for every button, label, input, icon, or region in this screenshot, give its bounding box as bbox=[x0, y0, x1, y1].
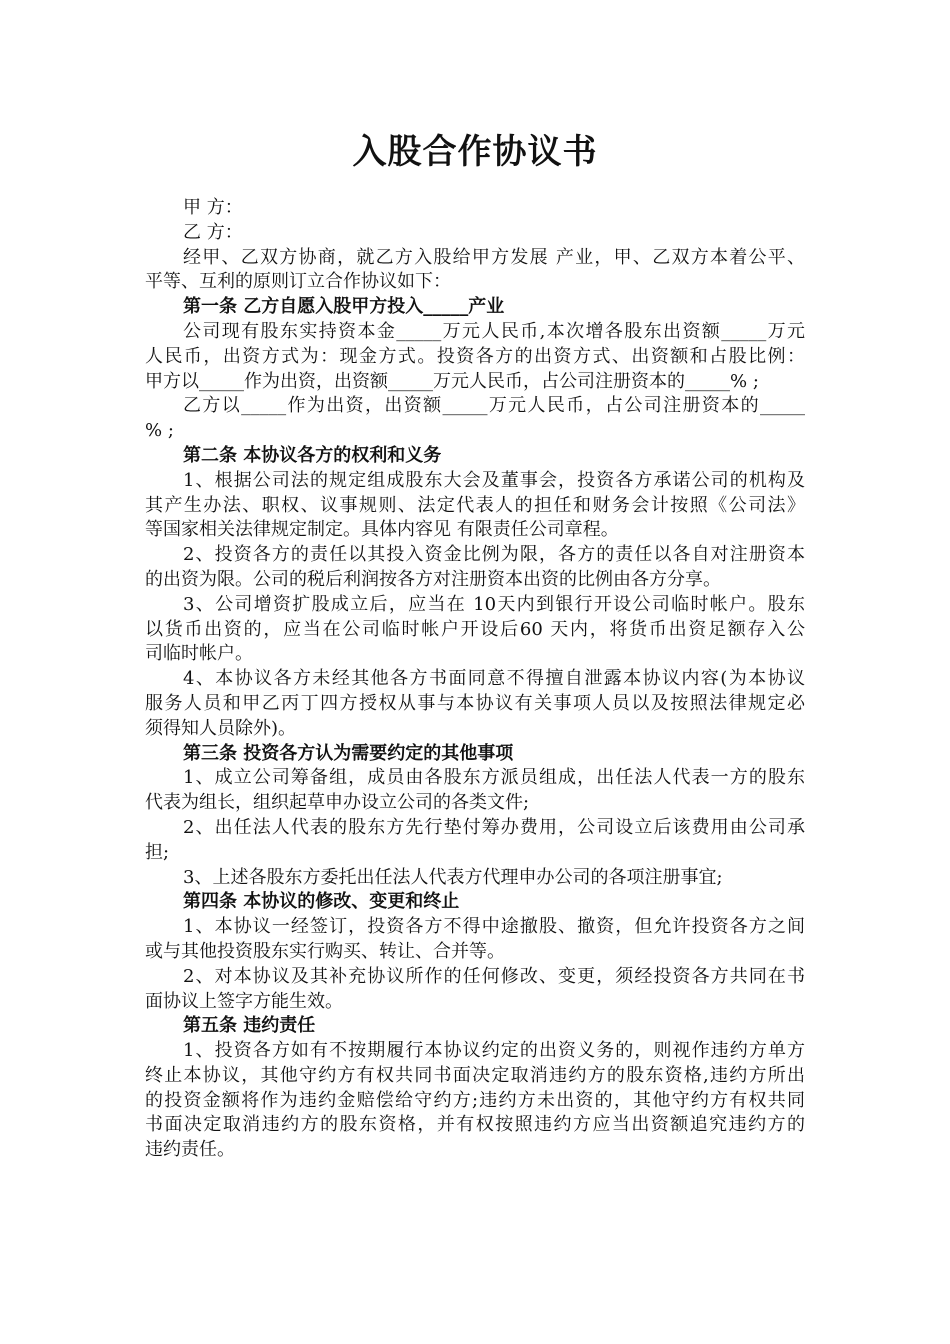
text-line: 甲 方： bbox=[183, 197, 243, 218]
heading-text: 第二条 本协议各方的权利和义务 bbox=[183, 444, 442, 466]
heading-text: 第五条 违约责任 bbox=[183, 1015, 316, 1037]
text-line: 终止本协议，其他守约方有权共同书面决定取消违约方的股东资格,违约方所出 bbox=[145, 1064, 805, 1086]
article-3-heading bbox=[145, 742, 805, 767]
text-line: 违约责任。 bbox=[145, 1139, 235, 1161]
text-line: 担; bbox=[145, 841, 170, 863]
text-line: 以货币出资的，应当在公司临时帐户开设后60 天内，将货币出资足额存入公 bbox=[145, 618, 805, 640]
article-4-clause-2 bbox=[145, 965, 805, 1015]
text-line: 人民币，出资方式为：现金方式。投资各方的出资方式、出资额和占股比例： bbox=[145, 345, 805, 367]
article-2-clause-2 bbox=[145, 543, 805, 593]
article-2-heading bbox=[145, 444, 805, 469]
text-line: 须得知人员除外)。 bbox=[145, 717, 297, 739]
text-line: 2、出任法人代表的股东方先行垫付筹办费用，公司设立后该费用由公司承 bbox=[183, 816, 805, 838]
text-line: 书面决定取消违约方的股东资格，并有权按照违约方应当出资额追究违约方的 bbox=[145, 1114, 805, 1136]
text-line: 公司现有股东实持资本金_____万元人民币,本次增各股东出资额_____万元 bbox=[183, 320, 805, 342]
article-3-clause-2 bbox=[145, 816, 805, 866]
text-line: 经甲、乙双方协商，就乙方入股给甲方发展 产业，甲、乙双方本着公平、 bbox=[183, 246, 805, 268]
document-body bbox=[145, 196, 805, 1163]
text-line: 1、成立公司筹备组，成员由各股东方派员组成，出任法人代表一方的股东 bbox=[183, 767, 805, 789]
article-3-clause-3 bbox=[145, 866, 805, 891]
text-line: 的投资金额将作为违约金赔偿给守约方;违约方未出资的，其他守约方有权共同 bbox=[145, 1089, 805, 1111]
text-line: 代表为组长，组织起草申办设立公司的各类文件; bbox=[145, 792, 530, 814]
party-b-line bbox=[145, 221, 805, 246]
heading-text: 第一条 乙方自愿入股甲方投入_____产业 bbox=[183, 296, 505, 318]
text-line: 2、对本协议及其补充协议所作的任何修改、变更，须经投资各方共同在书 bbox=[183, 965, 805, 987]
text-line: 3、公司增资扩股成立后，应当在 10天内到银行开设公司临时帐户。股东 bbox=[183, 593, 805, 615]
text-line: 或与其他投资股东实行购买、转让、合并等。 bbox=[145, 940, 505, 962]
text-line: 2、投资各方的责任以其投入资金比例为限，各方的责任以各自对注册资本 bbox=[183, 544, 805, 566]
text-line: 4、本协议各方未经其他各方书面同意不得擅自泄露本协议内容(为本协议 bbox=[183, 668, 805, 690]
article-3-clause-1 bbox=[145, 766, 805, 816]
article-4-clause-1 bbox=[145, 915, 805, 965]
text-line: 乙 方： bbox=[183, 221, 243, 243]
text-line: 1、根据公司法的规定组成股东大会及董事会，投资各方承诺公司的机构及 bbox=[183, 469, 805, 491]
article-5-heading bbox=[145, 1014, 805, 1039]
article-1-heading bbox=[145, 295, 805, 320]
article-5-clause-1 bbox=[145, 1039, 805, 1163]
text-line: % ; bbox=[145, 420, 174, 442]
article-4-heading bbox=[145, 890, 805, 915]
text-line: 司临时帐户。 bbox=[145, 643, 253, 665]
text-line: 3、上述各股东方委托出任法人代表方代理申办公司的各项注册事宜; bbox=[183, 866, 723, 888]
text-line: 1、本协议一经签订，投资各方不得中途撤股、撤资，但允许投资各方之间 bbox=[183, 916, 805, 938]
party-b-contribution-paragraph bbox=[145, 394, 805, 444]
capital-paragraph bbox=[145, 320, 805, 394]
heading-text: 第四条 本协议的修改、变更和终止 bbox=[183, 891, 460, 913]
intro-paragraph bbox=[145, 246, 805, 296]
text-line: 平等、互利的原则订立合作协议如下： bbox=[145, 271, 451, 293]
article-2-clause-4 bbox=[145, 667, 805, 741]
text-line: 甲方以_____作为出资，出资额_____万元人民币，占公司注册资本的_____% ; bbox=[145, 370, 759, 392]
text-line: 乙方以_____作为出资，出资额_____万元人民币，占公司注册资本的_____ bbox=[183, 395, 805, 417]
article-2-clause-1 bbox=[145, 469, 805, 543]
text-line: 服务人员和甲乙丙丁四方授权从事与本协议有关事项人员以及按照法律规定必 bbox=[145, 692, 805, 714]
text-line: 等国家相关法律规定制定。具体内容见 有限责任公司章程。 bbox=[145, 519, 619, 541]
heading-text: 第三条 投资各方认为需要约定的其他事项 bbox=[183, 742, 514, 764]
text-line: 1、投资各方如有不按期履行本协议约定的出资义务的，则视作违约方单方 bbox=[183, 1040, 805, 1062]
party-a-line bbox=[145, 196, 805, 221]
text-line: 面协议上签字方能生效。 bbox=[145, 990, 343, 1012]
text-line: 其产生办法、职权、议事规则、法定代表人的担任和财务会计按照《公司法》 bbox=[145, 494, 805, 516]
text-line: 的出资为限。公司的税后利润按各方对注册资本出资的比例由各方分享。 bbox=[145, 568, 721, 590]
article-2-clause-3 bbox=[145, 593, 805, 667]
document-title: 入股合作协议书 bbox=[352, 132, 598, 172]
